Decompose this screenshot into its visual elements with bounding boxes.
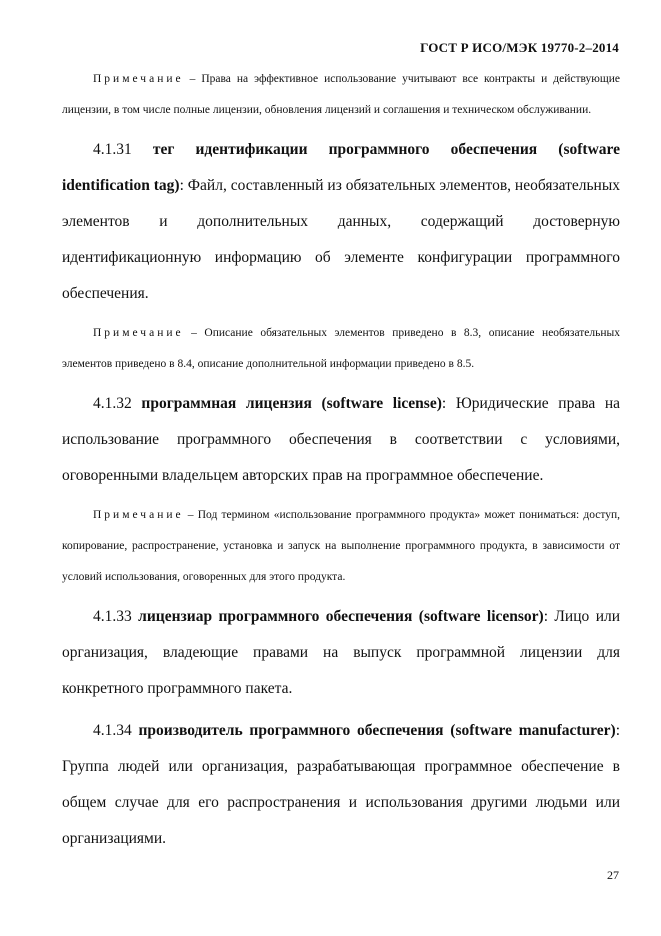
note-dash: –	[191, 327, 197, 339]
term-text: : Лицо или организация, владеющие правами на выпуск программной лицензии для конкретного программного пакета.	[62, 608, 621, 697]
note-paragraph	[62, 318, 620, 380]
term-number: 4.1.33	[93, 608, 132, 625]
page-content	[62, 64, 620, 863]
note-paragraph	[62, 64, 620, 126]
term-english: (software identification tag)	[62, 141, 620, 194]
term-definition	[62, 713, 620, 857]
note-label: Примечание	[93, 509, 184, 521]
term-name: тег идентификации программного обеспечения	[152, 141, 538, 158]
term-definition	[62, 599, 620, 707]
term-english: (software licensor)	[418, 608, 544, 625]
note-text: Права на эффективное использование учитывают все контракты и действующие лицензии, в том числе полные лицензии, обновления лицензий и соглашения и техническом обслуживании.	[62, 73, 620, 116]
note-label: Примечание	[93, 73, 184, 85]
term-name: производитель программного обеспечения	[138, 722, 444, 739]
term-english: (software license)	[321, 395, 442, 412]
term-name: лицензиар программного обеспечения	[138, 608, 413, 625]
term-english: (software manufacturer)	[450, 722, 616, 739]
note-dash: –	[189, 73, 196, 85]
term-text: : Юридические права на использование программного обеспечения в соответствии с условиями, оговоренными владельцем авторских прав на программное обеспечение.	[62, 395, 621, 484]
note-label: Примечание	[93, 327, 184, 339]
note-paragraph	[62, 500, 620, 593]
term-number: 4.1.34	[93, 722, 132, 739]
term-definition	[62, 386, 620, 494]
document-header: ГОСТ Р ИСО/МЭК 19770-2–2014	[420, 40, 619, 55]
note-text: Под термином «использование программного продукта» может пониматься: доступ, копирование, распространение, установка и запуск на выполнение программного продукта, в зависимости от условий использования, оговоренных для этого продукта.	[62, 509, 621, 583]
term-definition	[62, 132, 620, 312]
note-text: Описание обязательных элементов приведено в 8.3, описание необязательных элементов приведено в 8.4, описание дополнительной информации приведено в 8.5.	[62, 327, 621, 370]
note-dash: –	[187, 509, 194, 521]
term-text: : Файл, составленный из обязательных элементов, необязательных элементов и дополнительных данных, содержащий достоверную идентификационную информацию об элементе конфигурации программного обеспечения.	[62, 177, 621, 302]
term-text: : Группа людей или организация, разрабатывающая программное обеспечение в общем случае для его распространения и использования другими людьми или организациями.	[62, 722, 621, 847]
term-number: 4.1.31	[93, 141, 132, 158]
term-name: программная лицензия	[141, 395, 312, 412]
page-number: 27	[607, 868, 619, 882]
term-number: 4.1.32	[93, 395, 132, 412]
